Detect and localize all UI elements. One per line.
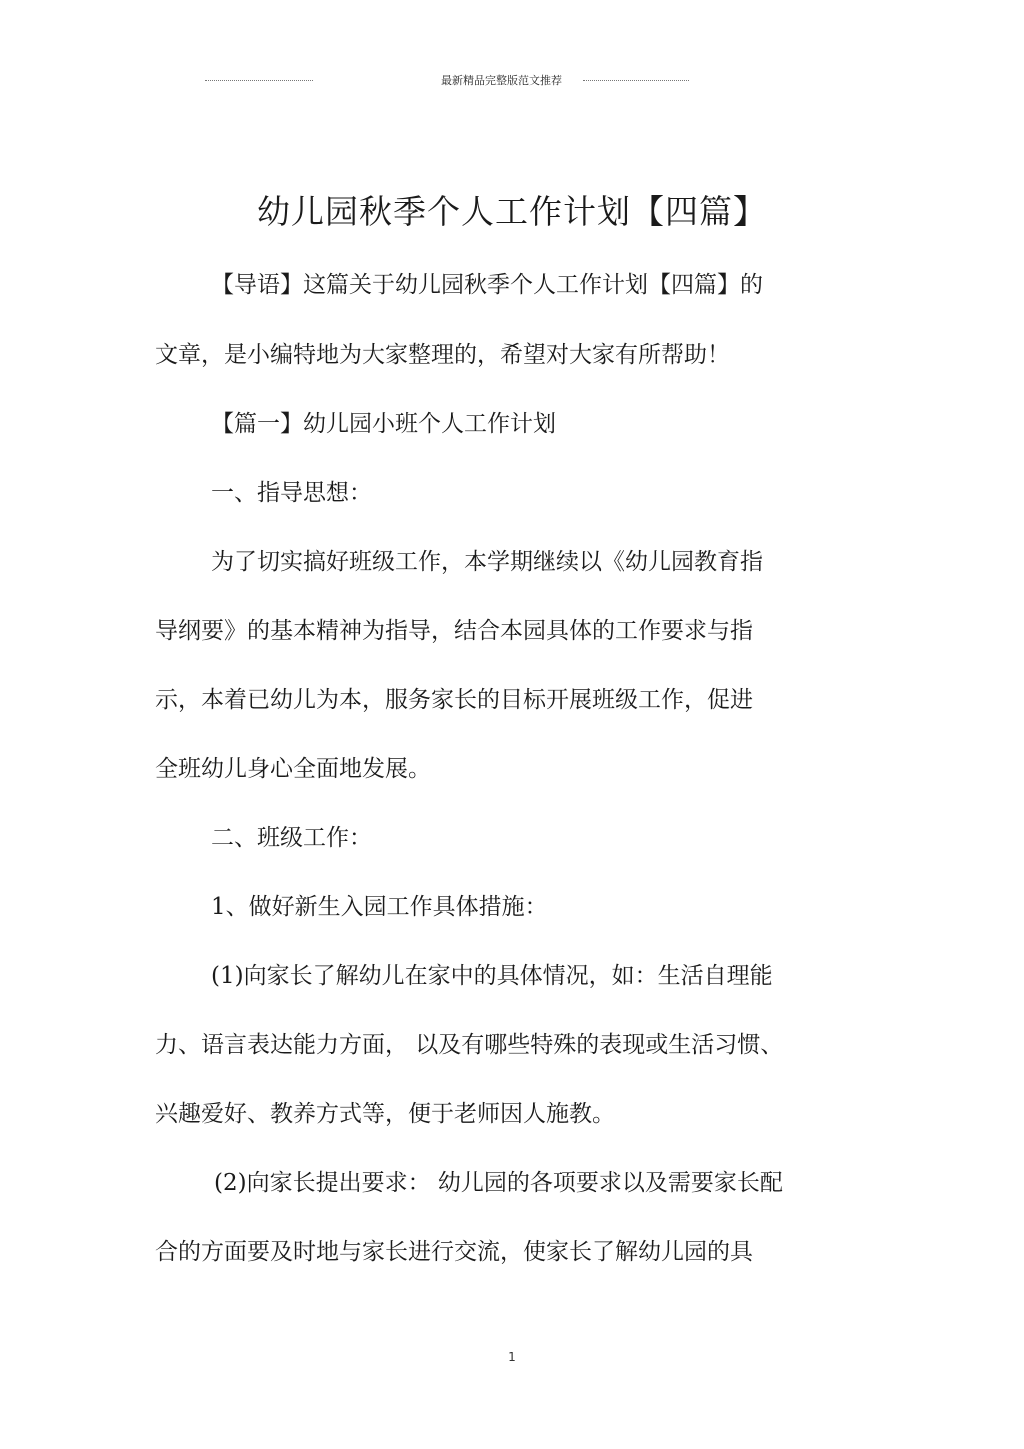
item-1-line-3: 兴趣爱好、教养方式等，便于老师因人施教。 [155, 1101, 615, 1127]
document-title: 幼儿园秋季个人工作计划【四篇】 [257, 192, 767, 231]
heading-class-work: 二、班级工作： [211, 825, 372, 851]
item-2-line-1: (2)向家长提出要求： 幼儿园的各项要求以及需要家长配 [214, 1170, 783, 1196]
intro-line-1: 【导语】这篇关于幼儿园秋季个人工作计划【四篇】的 [211, 272, 763, 298]
paragraph-line-1: 为了切实搞好班级工作，本学期继续以《幼儿园教育指 [211, 549, 763, 575]
header-dotted-rule-right [583, 80, 689, 81]
header-dotted-rule-left [205, 80, 313, 81]
page-number: 1 [508, 1350, 516, 1364]
page-header [205, 72, 690, 90]
subheading-new-students: 1、做好新生入园工作具体措施： [211, 894, 548, 920]
paragraph-line-3: 示，本着已幼儿为本，服务家长的目标开展班级工作，促进 [155, 687, 753, 713]
header-text: 最新精品完整版范文推荐 [441, 74, 562, 87]
paragraph-line-2: 导纲要》的基本精神为指导，结合本园具体的工作要求与指 [155, 618, 753, 644]
item-2-line-2: 合的方面要及时地与家长进行交流，使家长了解幼儿园的具 [155, 1239, 753, 1265]
intro-line-2: 文章，是小编特地为大家整理的，希望对大家有所帮助！ [155, 342, 730, 368]
item-1-line-2: 力、语言表达能力方面， 以及有哪些特殊的表现或生活习惯、 [155, 1032, 784, 1058]
heading-guiding-ideology: 一、指导思想： [211, 480, 372, 506]
paragraph-line-4: 全班幼儿身心全面地发展。 [155, 756, 431, 782]
section-heading-part-one: 【篇一】幼儿园小班个人工作计划 [211, 411, 556, 437]
item-1-line-1: (1)向家长了解幼儿在家中的具体情况，如：生活自理能 [211, 963, 773, 989]
